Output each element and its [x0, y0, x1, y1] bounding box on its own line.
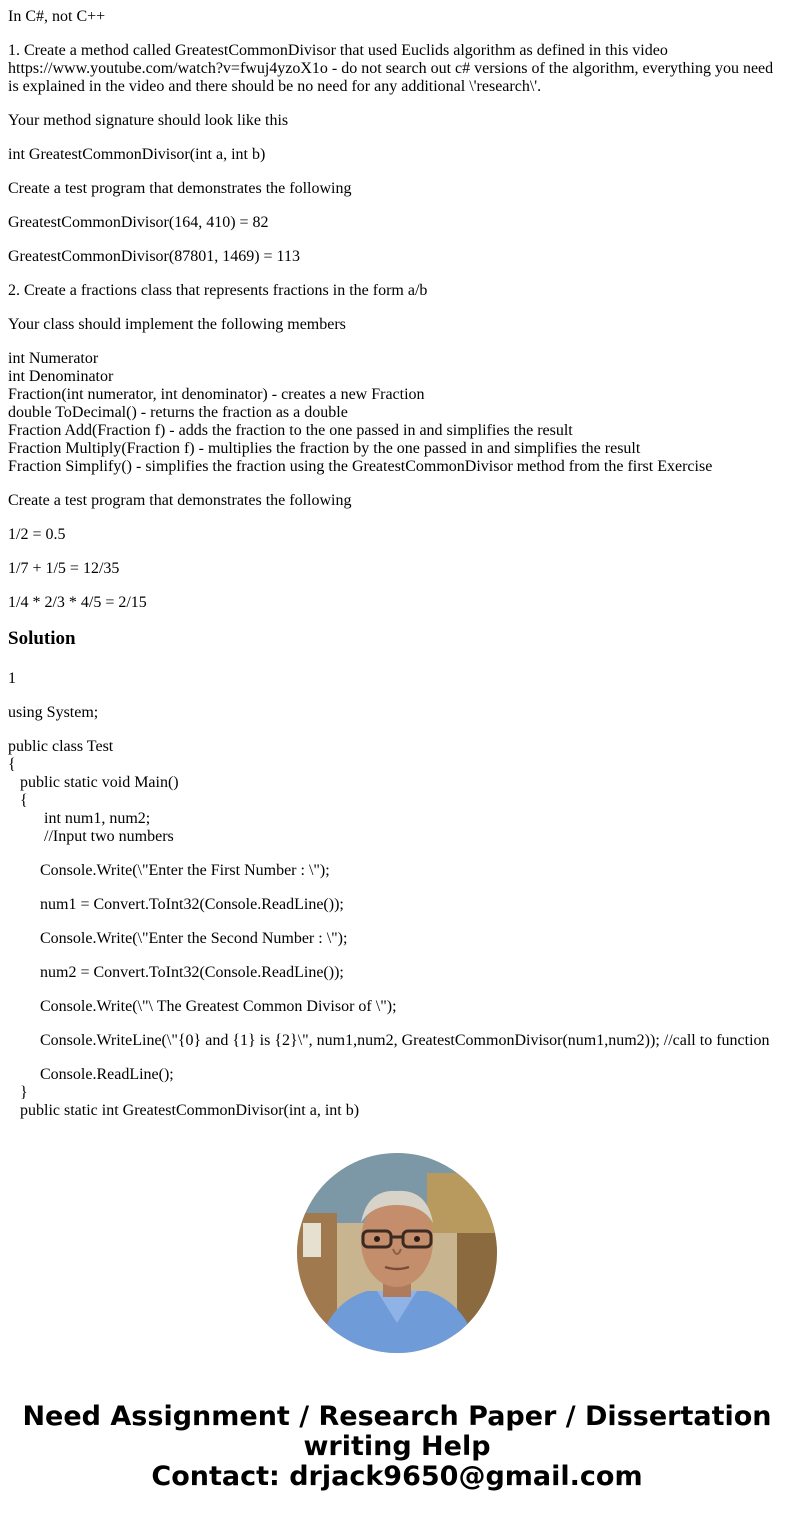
promo-contact: Contact: drjack9650@gmail.com	[151, 1461, 643, 1492]
code-line: public static void Main()	[8, 774, 179, 791]
code-line: Console.ReadLine();	[8, 1066, 174, 1083]
code-line: {	[8, 792, 28, 809]
code-line: Console.Write(\"Enter the Second Number : \");	[8, 930, 348, 947]
member-item: int Numerator	[8, 350, 99, 367]
code-line: using System;	[8, 704, 99, 721]
test-1-b: GreatestCommonDivisor(87801, 1469) = 113	[8, 248, 300, 265]
member-item: Fraction(int numerator, int denominator) - creates a new Fraction	[8, 386, 425, 403]
code-line: public static int GreatestCommonDivisor(int a, int b)	[8, 1102, 360, 1119]
test-2-c: 1/4 * 2/3 * 4/5 = 2/15	[8, 594, 147, 611]
code-line: Console.Write(\"\ The Greatest Common Divisor of \");	[8, 998, 397, 1015]
member-item: double ToDecimal() - returns the fraction as a double	[8, 404, 348, 421]
members-intro: Your class should implement the following members	[8, 316, 346, 333]
member-item: Fraction Simplify() - simplifies the fraction using the GreatestCommonDivisor method from the first Exercise	[8, 458, 713, 475]
test-1-a: GreatestCommonDivisor(164, 410) = 82	[8, 214, 269, 231]
promo-line-1: Need Assignment / Research Paper / Dissertation	[22, 1401, 772, 1432]
solution-number: 1	[8, 670, 16, 687]
code-line: int num1, num2;	[8, 810, 151, 827]
solution-heading: Solution	[8, 628, 76, 649]
solution-code	[8, 704, 786, 1120]
test-2-a: 1/2 = 0.5	[8, 526, 66, 543]
test-intro-1: Create a test program that demonstrates the following	[8, 180, 352, 197]
question-part-2: 2. Create a fractions class that represents fractions in the form a/b	[8, 282, 428, 299]
avatar-portrait-icon	[297, 1153, 497, 1353]
code-line: }	[8, 1084, 28, 1101]
member-item: Fraction Multiply(Fraction f) - multiplies the fraction by the one passed in and simplifies the result	[8, 440, 641, 457]
test-intro-2: Create a test program that demonstrates the following	[8, 492, 352, 509]
code-line: num2 = Convert.ToInt32(Console.ReadLine());	[8, 964, 344, 981]
signature-intro: Your method signature should look like this	[8, 112, 289, 129]
avatar	[297, 1153, 497, 1353]
code-line: Console.WriteLine(\"{0} and {1} is {2}\", num1,num2, GreatestCommonDivisor(num1,num2)); //call to function	[8, 1032, 770, 1049]
question-part-1: 1. Create a method called GreatestCommonDivisor that used Euclids algorithm as defined in this video https://www.youtube.com/watch?v=fwuj4yzoX1o - do not search out c# versions of the algorithm, everything you need is explained in the video and there should be no need for any additional \'research\'.	[8, 42, 778, 95]
code-line: //Input two numbers	[8, 828, 174, 845]
promo-banner	[0, 1402, 794, 1492]
code-line: num1 = Convert.ToInt32(Console.ReadLine());	[8, 896, 344, 913]
code-line: public class Test	[8, 738, 114, 755]
member-item: Fraction Add(Fraction f) - adds the fraction to the one passed in and simplifies the result	[8, 422, 573, 439]
test-2-b: 1/7 + 1/5 = 12/35	[8, 560, 120, 577]
promo-line-2: writing Help	[303, 1431, 491, 1462]
members-list	[8, 350, 786, 476]
code-line: {	[8, 756, 16, 773]
question-intro: In C#, not C++	[8, 8, 106, 25]
member-item: int Denominator	[8, 368, 114, 385]
code-line: Console.Write(\"Enter the First Number : \");	[8, 862, 330, 879]
method-signature: int GreatestCommonDivisor(int a, int b)	[8, 146, 266, 163]
